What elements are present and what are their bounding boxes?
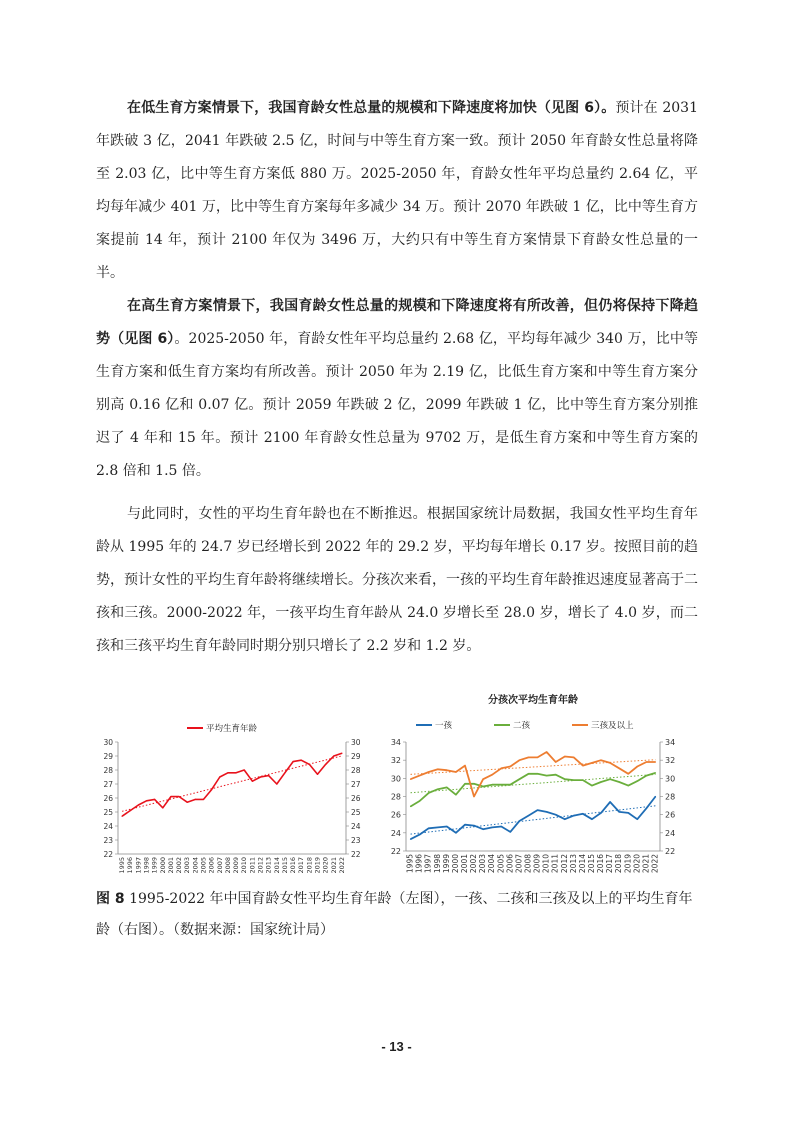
data-point — [537, 810, 538, 811]
data-point — [419, 834, 420, 835]
x-tick-label: 1995 — [405, 854, 415, 874]
data-point — [600, 781, 601, 782]
series-line — [411, 773, 656, 807]
data-point — [519, 820, 520, 821]
data-point — [546, 751, 547, 752]
data-point — [528, 757, 529, 758]
y-tick-label: 30 — [103, 738, 113, 747]
data-point — [564, 756, 565, 757]
y-tick-label: 32 — [390, 756, 401, 766]
data-point — [546, 775, 547, 776]
x-tick-label: 2011 — [248, 857, 257, 874]
x-tick-label: 1998 — [432, 854, 442, 874]
data-point — [628, 812, 629, 813]
data-point — [235, 772, 236, 773]
x-tick-label: 2018 — [305, 857, 314, 874]
y-tick-label: 34 — [390, 738, 401, 747]
data-point — [203, 799, 204, 800]
x-tick-label: 2000 — [158, 857, 167, 874]
x-tick-label: 2020 — [321, 857, 330, 874]
chart-right-svg — [376, 686, 692, 878]
y-tick-label-right: 29 — [351, 752, 361, 761]
data-point — [655, 772, 656, 773]
series-line — [122, 753, 342, 816]
x-tick-label: 2015 — [280, 857, 289, 874]
y-tick-label: 23 — [103, 836, 113, 845]
data-point — [655, 796, 656, 797]
x-tick-label: 2020 — [632, 854, 642, 874]
x-tick-label: 1999 — [441, 854, 451, 874]
paragraph-low-fertility — [96, 92, 698, 290]
paragraph-body: 预计在 2031 年跌破 3 亿，2041 年跌破 2.5 亿，时间与中等生育方案一致。预计 2050 年育龄女性总量将降至 2.03 亿，比中等生育方案低 880 万。2025-2050 年，育龄女性年平均总量约 2.64 亿，平均每年减少 401 万，比中等生育方案每年多减少 34 万。预计 2070 年跌破 1 亿，比中等生育方案提前 14 年，预计 2100 年仅为 3496 万，大约只有中等生育方案情景下育龄女性总量的一半。 — [96, 100, 698, 281]
data-point — [130, 810, 131, 811]
data-point — [410, 779, 411, 780]
data-point — [600, 760, 601, 761]
x-tick-label: 2014 — [272, 857, 281, 874]
data-point — [573, 757, 574, 758]
data-point — [473, 796, 474, 797]
data-point — [187, 802, 188, 803]
data-point — [473, 783, 474, 784]
paragraph-mean-age — [96, 498, 698, 663]
y-tick-label: 26 — [103, 794, 113, 803]
data-point — [446, 826, 447, 827]
data-point — [162, 807, 163, 808]
data-point — [455, 832, 456, 833]
data-point — [437, 789, 438, 790]
x-tick-label: 2017 — [297, 857, 306, 874]
x-tick-label: 1999 — [150, 857, 159, 874]
x-tick-label: 1996 — [414, 854, 424, 874]
x-tick-label: 2018 — [614, 854, 624, 874]
data-point — [582, 813, 583, 814]
y-tick-label-right: 28 — [351, 766, 361, 775]
data-point — [619, 768, 620, 769]
data-point — [537, 757, 538, 758]
data-point — [637, 819, 638, 820]
data-point — [610, 801, 611, 802]
legend-label: 三孩及以上 — [591, 721, 634, 731]
x-tick-label: 2005 — [496, 854, 506, 874]
data-point — [252, 781, 253, 782]
x-tick-label: 2004 — [487, 854, 497, 874]
data-point — [600, 812, 601, 813]
data-point — [655, 761, 656, 762]
x-tick-label: 2008 — [523, 854, 533, 874]
data-point — [483, 786, 484, 787]
x-tick-label: 2016 — [289, 857, 298, 874]
x-tick-label: 2006 — [505, 854, 515, 874]
y-tick-label-right: 25 — [351, 808, 361, 817]
data-point — [428, 771, 429, 772]
data-point — [219, 776, 220, 777]
data-point — [646, 775, 647, 776]
data-point — [628, 785, 629, 786]
data-point — [211, 789, 212, 790]
x-tick-label: 2022 — [650, 854, 660, 874]
data-point — [146, 800, 147, 801]
data-point — [341, 753, 342, 754]
page-number: - 13 - — [381, 1039, 412, 1054]
x-tick-label: 2004 — [191, 857, 200, 874]
x-tick-label: 2009 — [532, 854, 542, 874]
x-tick-label: 2001 — [166, 857, 175, 874]
data-point — [637, 766, 638, 767]
x-tick-label: 1997 — [423, 854, 433, 874]
x-tick-label: 1996 — [126, 857, 135, 874]
x-tick-label: 2003 — [183, 857, 192, 874]
x-tick-label: 1995 — [118, 857, 127, 874]
paragraph-high-fertility — [96, 290, 698, 488]
x-tick-label: 2001 — [459, 854, 469, 874]
data-point — [276, 783, 277, 784]
x-tick-label: 2021 — [329, 857, 338, 874]
data-point — [464, 765, 465, 766]
data-point — [528, 815, 529, 816]
x-tick-label: 2000 — [450, 854, 460, 874]
data-point — [501, 784, 502, 785]
y-tick-label-right: 22 — [665, 847, 676, 856]
data-point — [437, 769, 438, 770]
data-point — [564, 779, 565, 780]
data-point — [178, 796, 179, 797]
x-tick-label: 2019 — [313, 857, 322, 874]
data-point — [519, 760, 520, 761]
figure-caption-text: 1995-2022 年中国育龄女性平均生育年龄（左图），一孩、二孩和三孩及以上的平均生育年龄（右图）。（数据来源：国家统计局） — [96, 891, 693, 938]
data-point — [333, 755, 334, 756]
y-tick-label: 30 — [390, 774, 401, 784]
x-tick-label: 2015 — [586, 854, 596, 874]
legend-label: 一孩 — [435, 721, 453, 731]
data-point — [227, 772, 228, 773]
data-point — [573, 780, 574, 781]
data-point — [309, 764, 310, 765]
data-point — [317, 774, 318, 775]
data-point — [268, 775, 269, 776]
figure-caption — [96, 884, 698, 946]
x-tick-label: 2007 — [215, 857, 224, 874]
data-point — [473, 825, 474, 826]
data-point — [455, 771, 456, 772]
x-tick-label: 2006 — [207, 857, 216, 874]
data-point — [582, 780, 583, 781]
x-tick-label: 2010 — [541, 854, 551, 874]
data-point — [628, 773, 629, 774]
y-tick-label-right: 27 — [351, 780, 361, 789]
data-point — [519, 779, 520, 780]
y-tick-label-right: 28 — [665, 792, 676, 802]
data-point — [292, 761, 293, 762]
y-tick-label-right: 26 — [665, 810, 676, 820]
data-point — [428, 792, 429, 793]
x-tick-label: 2005 — [199, 857, 208, 874]
legend-label: 平均生育年龄 — [206, 724, 258, 734]
data-point — [555, 814, 556, 815]
data-point — [510, 831, 511, 832]
x-tick-label: 2011 — [550, 854, 560, 874]
x-tick-label: 2003 — [478, 854, 488, 874]
data-point — [528, 773, 529, 774]
data-point — [646, 761, 647, 762]
chart-title: 分孩次平均生育年龄 — [488, 695, 578, 706]
trendline — [411, 806, 656, 834]
data-point — [464, 783, 465, 784]
x-tick-label: 2002 — [175, 857, 184, 874]
x-tick-label: 2013 — [568, 854, 578, 874]
data-point — [260, 776, 261, 777]
x-tick-label: 2016 — [596, 854, 606, 874]
x-tick-label: 1998 — [142, 857, 151, 874]
data-point — [121, 816, 122, 817]
data-point — [138, 804, 139, 805]
paragraph-body: 与此同时，女性的平均生育年龄也在不断推迟。根据国家统计局数据，我国女性平均生育年龄从 1995 年的 24.7 岁已经增长到 2022 年的 29.2 岁，平均每年增长 0.17 岁。按照目前的趋势，预计女性的平均生育年龄将继续增长。分孩次来看，一孩的平均生育年龄推迟速度显著高于二孩和三孩。2000-2022 年，一孩平均生育年龄从 24.0 岁增长至 28.0 岁，增长了 4.0 岁，而二孩和三孩平均生育年龄同时期分别只增长了 2.2 岁和 1.2 岁。 — [96, 506, 698, 654]
data-point — [483, 779, 484, 780]
y-tick-label-right: 26 — [351, 794, 361, 803]
data-point — [464, 824, 465, 825]
data-point — [492, 784, 493, 785]
data-point — [492, 774, 493, 775]
data-point — [284, 772, 285, 773]
chart-right — [376, 686, 692, 878]
y-tick-label: 28 — [103, 766, 113, 775]
data-point — [582, 765, 583, 766]
data-point — [619, 811, 620, 812]
x-tick-label: 2012 — [256, 857, 265, 874]
data-point — [573, 815, 574, 816]
y-tick-label-right: 32 — [665, 756, 676, 766]
data-point — [446, 787, 447, 788]
data-point — [244, 769, 245, 770]
data-point — [564, 819, 565, 820]
y-tick-label: 24 — [103, 822, 113, 831]
y-tick-label-right: 24 — [665, 828, 676, 838]
y-tick-label-right: 23 — [351, 836, 361, 845]
data-point — [483, 829, 484, 830]
x-tick-label: 2021 — [641, 854, 651, 874]
data-point — [546, 811, 547, 812]
y-tick-label: 25 — [103, 808, 113, 817]
y-tick-label: 22 — [103, 850, 113, 859]
x-tick-label: 2013 — [264, 857, 273, 874]
data-point — [501, 768, 502, 769]
data-point — [555, 774, 556, 775]
y-tick-label: 22 — [390, 847, 401, 856]
data-point — [492, 827, 493, 828]
data-point — [410, 806, 411, 807]
chart-left-svg — [96, 712, 370, 878]
chart-left — [96, 712, 370, 878]
y-tick-label: 28 — [390, 792, 401, 802]
y-tick-label: 26 — [390, 810, 401, 820]
paragraph-lead: 在高生育方案情景下，我国育龄女性总量的规模和下降速度将有所改善，但仍将保持下降趋势（见图 6） — [96, 298, 698, 347]
y-tick-label-right: 22 — [351, 850, 361, 859]
x-tick-label: 2002 — [469, 854, 479, 874]
data-point — [455, 794, 456, 795]
data-point — [510, 766, 511, 767]
trendline — [411, 774, 656, 792]
data-point — [446, 770, 447, 771]
x-tick-label: 2012 — [559, 854, 569, 874]
data-point — [170, 796, 171, 797]
y-tick-label-right: 30 — [351, 738, 361, 747]
data-point — [619, 781, 620, 782]
data-point — [419, 775, 420, 776]
data-point — [510, 784, 511, 785]
x-tick-label: 2008 — [223, 857, 232, 874]
y-tick-label-right: 34 — [665, 738, 676, 747]
data-point — [637, 780, 638, 781]
figure-label: 图 8 — [96, 891, 125, 907]
x-tick-label: 2009 — [232, 857, 241, 874]
data-point — [437, 827, 438, 828]
x-tick-label: 1997 — [134, 857, 143, 874]
data-point — [428, 828, 429, 829]
y-tick-label: 24 — [390, 828, 401, 838]
data-point — [154, 799, 155, 800]
data-point — [610, 779, 611, 780]
paragraph-body: 。2025-2050 年，育龄女性年平均总量约 2.68 亿，平均每年减少 340 万，比中等生育方案和低生育方案均有所改善。预计 2050 年为 2.19 亿，比低生育方案和中等生育方案分别高 0.16 亿和 0.07 亿。预计 2059 年跌破 2 亿，2099 年跌破 1 亿，比中等生育方案分别推迟了 4 年和 15 年。预计 2100 年育龄女性总量为 9702 万，是低生育方案和中等生育方案的 2.8 倍和 1.5 倍。 — [96, 331, 698, 479]
data-point — [610, 762, 611, 763]
data-point — [591, 785, 592, 786]
x-tick-label: 2019 — [623, 854, 633, 874]
data-point — [419, 800, 420, 801]
x-tick-label: 2007 — [514, 854, 524, 874]
legend-label: 二孩 — [513, 721, 531, 731]
x-tick-label: 2017 — [605, 854, 615, 874]
paragraph-lead: 在低生育方案情景下，我国育龄女性总量的规模和下降速度将加快（见图 6）。 — [127, 100, 616, 116]
data-point — [301, 760, 302, 761]
x-tick-label: 2010 — [240, 857, 249, 874]
data-point — [537, 773, 538, 774]
series-line — [411, 797, 656, 840]
data-point — [501, 826, 502, 827]
data-point — [410, 839, 411, 840]
y-tick-label-right: 24 — [351, 822, 361, 831]
y-tick-label: 29 — [103, 752, 113, 761]
x-tick-label: 2022 — [337, 857, 346, 874]
data-point — [646, 808, 647, 809]
data-point — [555, 761, 556, 762]
data-point — [591, 762, 592, 763]
y-tick-label: 27 — [103, 780, 113, 789]
y-tick-label-right: 30 — [665, 774, 676, 784]
data-point — [591, 819, 592, 820]
data-point — [195, 799, 196, 800]
x-tick-label: 2014 — [577, 854, 587, 874]
data-point — [325, 764, 326, 765]
